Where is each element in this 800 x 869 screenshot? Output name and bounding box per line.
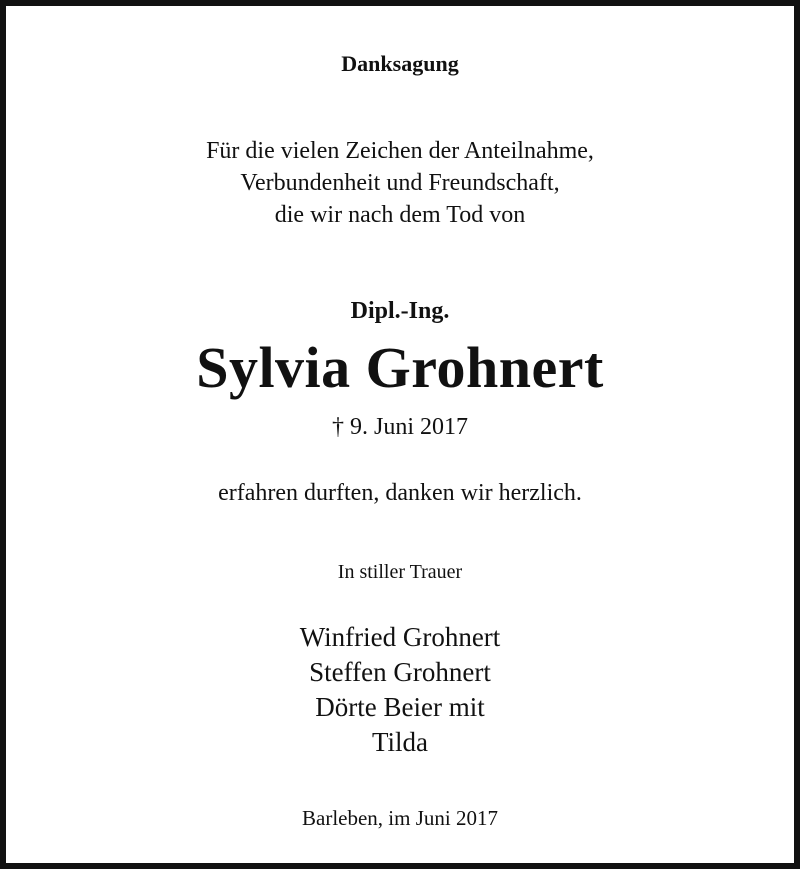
notice-heading: Danksagung [341,51,459,76]
mourning-phrase: In stiller Trauer [337,561,463,583]
place-and-date: Barleben, im Juni 2017 [302,806,498,830]
intro-text [6,135,794,231]
deceased-name: Sylvia Grohnert [196,335,604,400]
academic-title: Dipl.-Ing. [350,298,450,324]
intro-line: die wir nach dem Tod von [274,202,526,228]
family-member: Winfried Grohnert [299,622,501,652]
family-member: Tilda [371,727,429,757]
death-date: † 9. Juni 2017 [331,414,468,440]
intro-line: Für die vielen Zeichen der Anteilnahme, [206,138,594,164]
intro-line: Verbundenheit und Freundschaft, [240,170,560,196]
family-member: Dörte Beier mit [315,692,485,722]
thanks-text: erfahren durften, danken wir herzlich. [218,480,582,506]
family-member: Steffen Grohnert [309,657,491,687]
family-names [6,620,794,760]
